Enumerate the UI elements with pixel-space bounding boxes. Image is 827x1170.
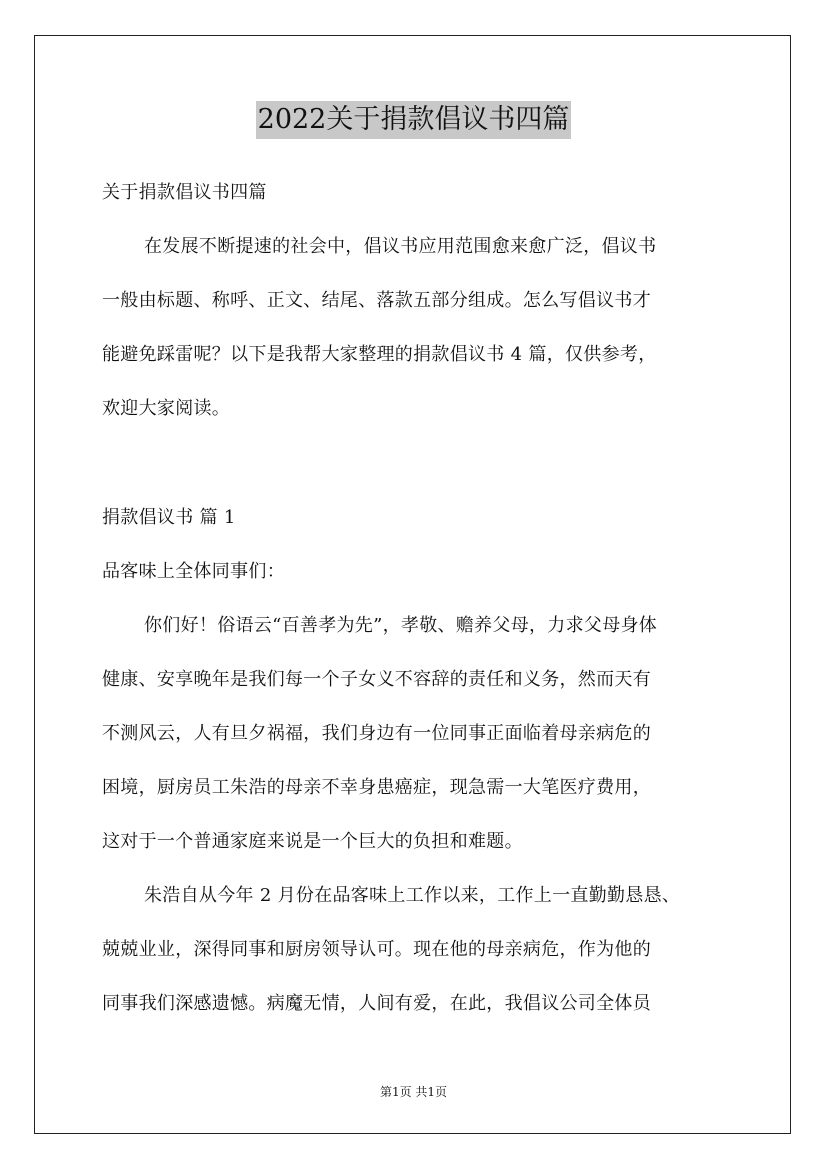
intro-line-2: 一般由标题、称呼、正文、结尾、落款五部分组成。怎么写倡议书才 [102,290,651,311]
body-line-7: 兢兢业业，深得同事和厨房领导认可。现在他的母亲病危，作为他的 [102,939,651,960]
document-title: 2022关于捐款倡议书四篇 [256,101,572,139]
intro-line-3: 能避免踩雷呢？以下是我帮大家整理的捐款倡议书 4 篇，仅供参考， [102,344,657,365]
section-heading: 捐款倡议书 篇 1 [102,507,236,528]
page-footer: 第1页 共1页 [379,1085,448,1099]
subtitle-line: 关于捐款倡议书四篇 [102,182,267,203]
body-line-2: 健康、安享晚年是我们每一个子女义不容辞的责任和义务，然而天有 [102,669,651,690]
body-line-4: 困境，厨房员工朱浩的母亲不幸身患癌症，现急需一大笔医疗费用， [102,777,651,798]
body-line-3: 不测风云，人有旦夕祸福，我们身边有一位同事正面临着母亲病危的 [102,723,651,744]
body-line-5: 这对于一个普通家庭来说是一个巨大的负担和难题。 [102,831,523,852]
body-line-6: 朱浩自从今年 2 月份在品客味上工作以来，工作上一直勤勤恳恳、 [144,885,681,906]
title-container [0,101,827,139]
salutation-line: 品客味上全体同事们： [102,561,285,582]
intro-line-1: 在发展不断提速的社会中，倡议书应用范围愈来愈广泛，倡议书 [144,236,657,257]
intro-line-4: 欢迎大家阅读。 [102,398,231,419]
body-line-8: 同事我们深感遗憾。病魔无情，人间有爱，在此，我倡议公司全体员 [102,993,651,1014]
body-line-1: 你们好！俗语云“百善孝为先”，孝敬、赡养父母，力求父母身体 [144,615,658,636]
